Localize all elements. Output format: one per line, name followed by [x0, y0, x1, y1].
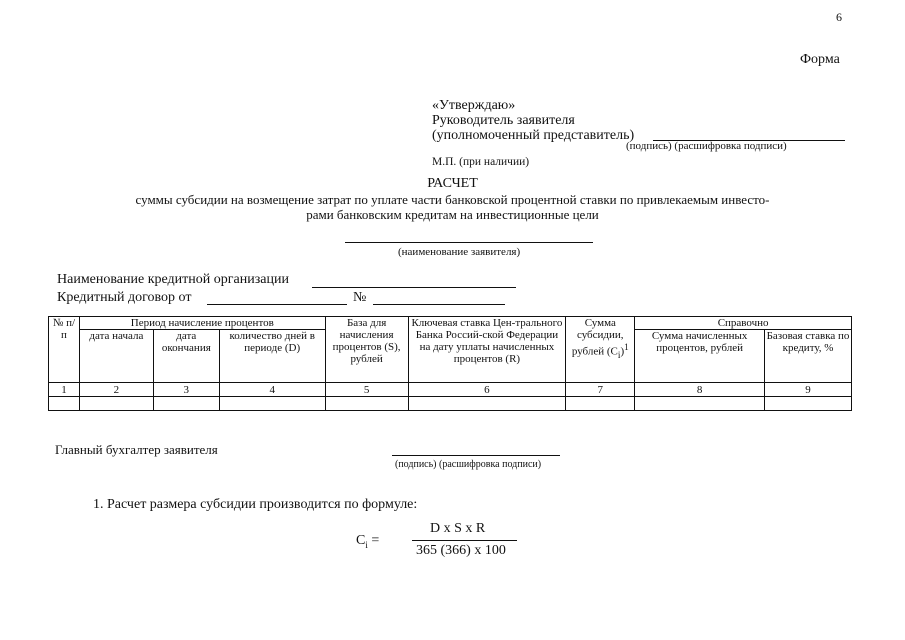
calculation-table	[48, 316, 852, 411]
header-subsidy-sum	[566, 317, 635, 383]
table-cell[interactable]	[765, 397, 852, 411]
document-subtitle	[0, 192, 905, 222]
table-row	[49, 397, 852, 411]
credit-org-label: Наименование кредитной организации	[57, 272, 289, 287]
table-cell[interactable]	[49, 397, 80, 411]
table-cell[interactable]	[566, 397, 635, 411]
header-start-date: дата начала	[79, 330, 153, 383]
form-label: Форма	[800, 52, 840, 67]
chief-accountant-label: Главный бухгалтер заявителя	[55, 442, 218, 457]
applicant-name-caption: (наименование заявителя)	[398, 246, 521, 258]
applicant-name-line	[345, 242, 593, 243]
column-numbers-row	[49, 383, 852, 397]
column-number: 4	[219, 383, 325, 397]
header-end-date: дата окончания	[153, 330, 219, 383]
contract-number-sign: №	[353, 290, 367, 305]
header-basic-rate: Базовая ставка по кредиту, %	[765, 330, 852, 383]
applicant-head-label: Руководитель заявителя	[432, 113, 575, 128]
header-subsidy-sum-footnote: 1	[624, 342, 629, 352]
head-signature-caption: (подпись) (расшифровка подписи)	[626, 140, 787, 152]
header-row-number: № п/п	[49, 317, 80, 383]
table-cell[interactable]	[635, 397, 765, 411]
header-subsidy-sum-close: )	[620, 345, 625, 358]
header-reference: Справочно	[635, 317, 852, 330]
credit-org-line	[312, 287, 516, 288]
formula-intro: 1. Расчет размера субсидии производится по формуле:	[93, 497, 418, 512]
column-number: 5	[325, 383, 408, 397]
approve-heading: «Утверждаю»	[432, 98, 516, 113]
column-number: 7	[566, 383, 635, 397]
column-number: 2	[79, 383, 153, 397]
header-subsidy-sum-text: Сумма субсидии, рублей (C	[571, 317, 624, 358]
accountant-signature-caption: (подпись) (расшифровка подписи)	[395, 459, 542, 470]
formula-denominator: 365 (366) x 100	[416, 543, 506, 558]
contract-number-line	[373, 304, 505, 305]
formula-lhs-symbol: C	[356, 533, 366, 548]
header-period: Период начисление процентов	[79, 317, 325, 330]
accountant-signature-line	[392, 455, 560, 456]
formula-equals: =	[367, 533, 380, 548]
table-cell[interactable]	[79, 397, 153, 411]
subtitle-line-1: суммы субсидии на возмещение затрат по уплате части банковской процентной ставки по привлекаемым инвесто-	[135, 192, 770, 207]
table-cell[interactable]	[219, 397, 325, 411]
table-cell[interactable]	[325, 397, 408, 411]
header-days: количество дней в периоде (D)	[219, 330, 325, 383]
column-number: 8	[635, 383, 765, 397]
subtitle-line-2: рами банковским кредитам на инвестиционные цели	[306, 207, 599, 222]
credit-contract-label: Кредитный договор от	[57, 290, 192, 305]
column-number: 9	[765, 383, 852, 397]
header-base: База для начисления процентов (S), рублей	[325, 317, 408, 383]
formula-lhs	[356, 533, 379, 550]
document-title: РАСЧЕТ	[427, 176, 478, 191]
header-accrued-interest: Сумма начисленных процентов, рублей	[635, 330, 765, 383]
formula-numerator: D x S x R	[430, 521, 486, 536]
column-number: 1	[49, 383, 80, 397]
page-number: 6	[836, 10, 842, 24]
representative-label: (уполномоченный представитель)	[432, 128, 635, 143]
header-subsidy-sum-subscript: i	[617, 349, 621, 360]
header-key-rate: Ключевая ставка Цен-трального Банка Россий-ской Федерации на дату уплаты начисленных процентов (R)	[408, 317, 566, 383]
table-cell[interactable]	[153, 397, 219, 411]
column-number: 3	[153, 383, 219, 397]
formula-fraction-bar	[412, 540, 517, 541]
contract-date-line	[207, 304, 347, 305]
stamp-label: М.П. (при наличии)	[432, 156, 530, 168]
column-number: 6	[408, 383, 566, 397]
table-cell[interactable]	[408, 397, 566, 411]
formula-lhs-subscript: i	[365, 539, 368, 550]
